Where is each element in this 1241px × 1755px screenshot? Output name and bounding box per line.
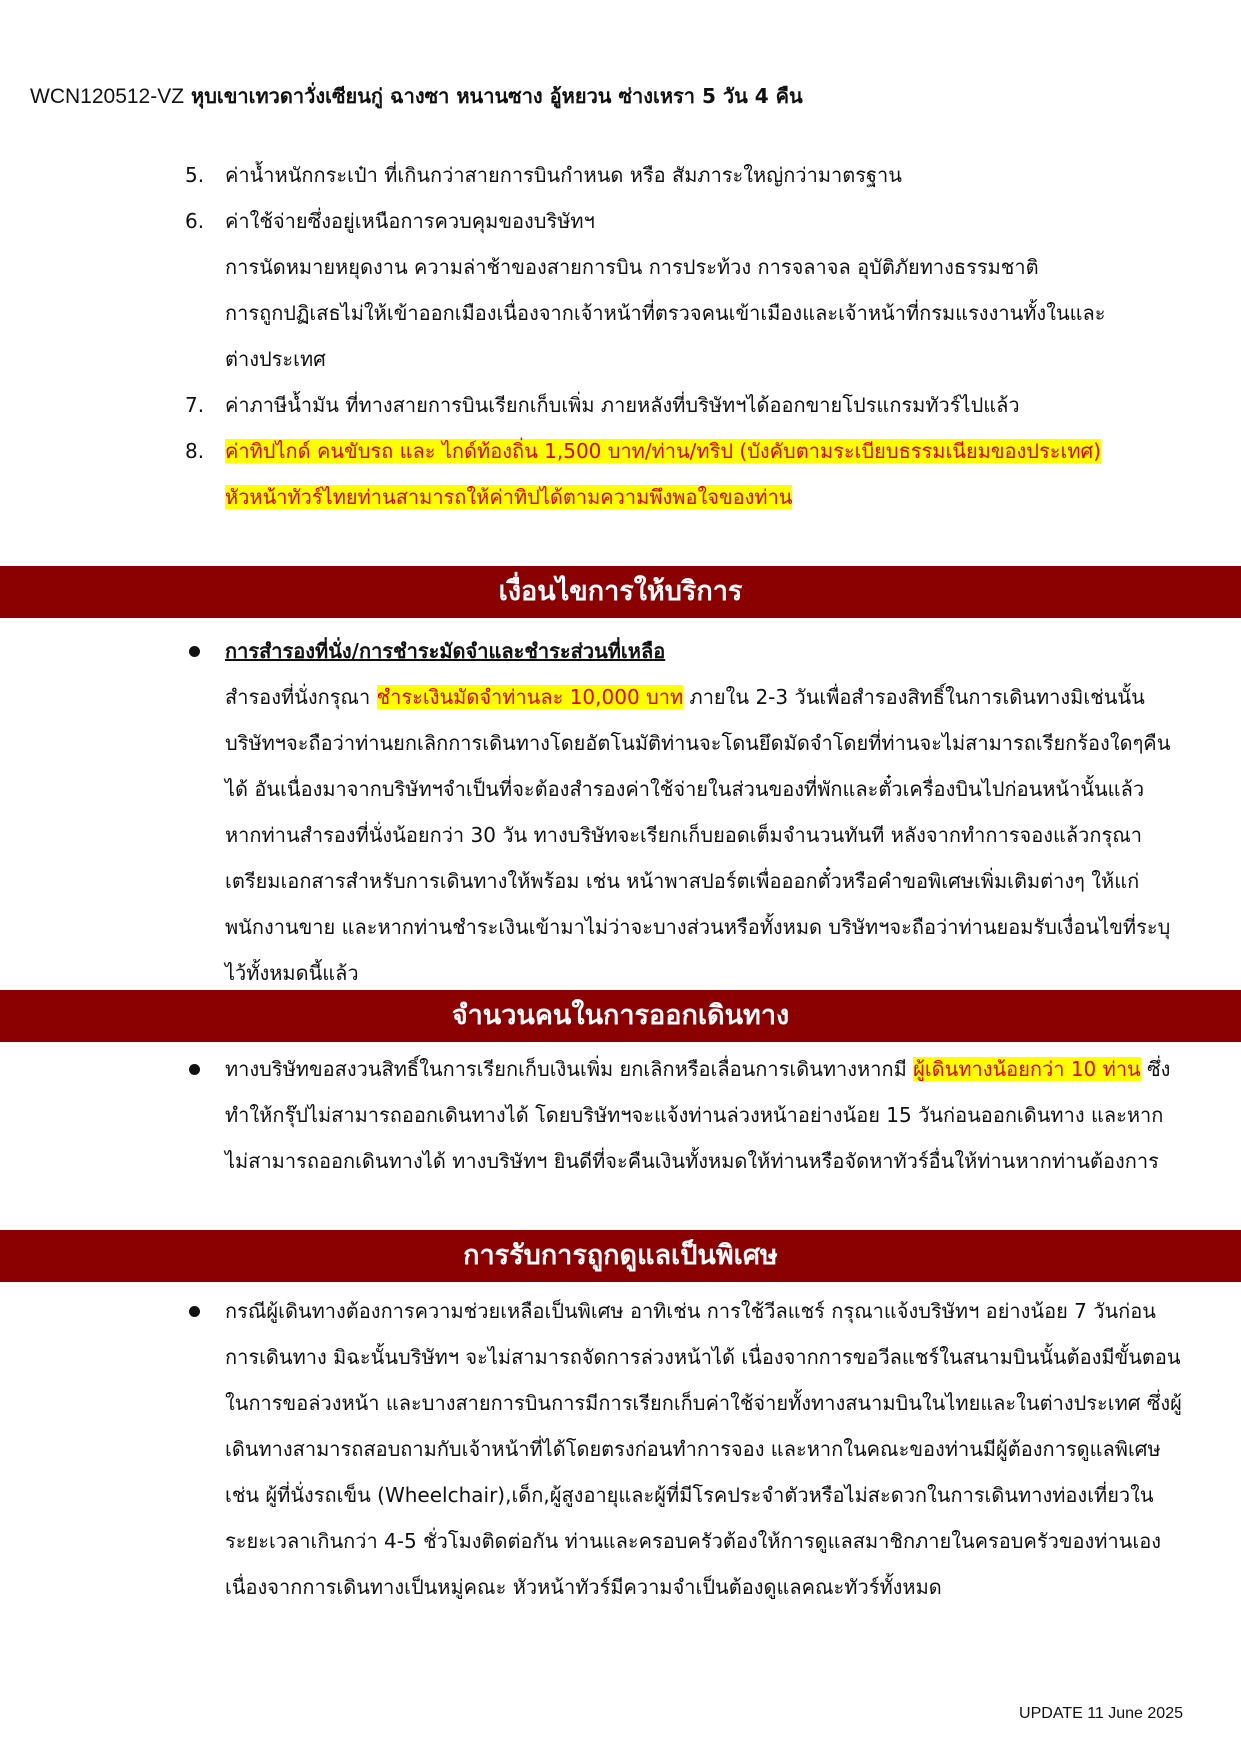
list-subtext: การนัดหมายหยุดงาน ความล่าช้าของสายการบิน การประท้วง การจลาจล อุบัติภัยทางธรรมชาติ	[225, 255, 1039, 279]
highlighted-tip-note: ค่าทิปไกด์ คนขับรถ และ ไกด์ท้องถิ่น 1,500 บาท/ท่าน/ทริป (บังคับตามระเบียบธรรมเนียมของประเทศ)	[225, 439, 1101, 463]
list-item	[185, 428, 1185, 520]
list-item	[185, 1288, 1185, 1610]
section-heading-special-care: การรับการถูกดูแลเป็นพิเศษ	[0, 1230, 1241, 1282]
list-item	[185, 198, 1185, 382]
paragraph-text: ทางบริษัทขอสงวนสิทธิ์ในการเรียกเก็บเงินเพิ่ม ยกเลิกหรือเลื่อนการเดินทางหากมี	[225, 1057, 914, 1081]
min-travelers-highlight: ผู้เดินทางน้อยกว่า 10 ท่าน	[913, 1057, 1141, 1081]
section-heading-conditions: เงื่อนไขการให้บริการ	[0, 566, 1241, 618]
list-item	[185, 152, 1185, 198]
exclusion-list	[185, 152, 1185, 520]
bullet-icon	[189, 1064, 200, 1075]
list-number: 6.	[185, 209, 205, 233]
list-item	[185, 382, 1185, 428]
conditions-section	[185, 628, 1185, 996]
section-heading-group-size: จำนวนคนในการออกเดินทาง	[0, 990, 1241, 1042]
document-title	[30, 80, 1210, 112]
list-subtext: ต่างประเทศ	[225, 347, 326, 371]
list-item	[185, 1046, 1185, 1184]
update-date: UPDATE 11 June 2025	[1019, 1705, 1183, 1722]
tour-code: WCN120512-VZ	[30, 85, 185, 108]
paragraph-text: สำรองที่นั่งกรุณา	[225, 685, 377, 709]
tour-title: หุบเขาเทวดาวั่งเซียนกู่ ฉางซา หนานซาง อู้หยวน ซ่างเหรา 5 วัน 4 คืน	[191, 84, 803, 108]
paragraph-text: กรณีผู้เดินทางต้องการความช่วยเหลือเป็นพิเศษ อาทิเช่น การใช้วีลแชร์ กรุณาแจ้งบริษัทฯ อย่างน้อย 7 วันก่อนการเดินทาง มิฉะนั้นบริษัทฯ จะไม่สามารถจัดการล่วงหน้าได้ เนื่องจากการขอวีลแชร์ในสนามบินนั้นต้องมีขั้นตอนในการขอล่วงหน้า และบางสายการบินการมีการเรียกเก็บค่าใช้จ่ายทั้งทางสนามบินในไทยและในต่างประเทศ ซึ่งผู้เดินทางสามารถสอบถามกับเจ้าหน้าที่ได้โดยตรงก่อนทำการจอง และหากในคณะของท่านมีผู้ต้องการดูแลพิเศษ เช่น ผู้ที่นั่งรถเข็น (Wheelchair),เด็ก,ผู้สูงอายุและผู้ที่มีโรคประจำตัวหรือไม่สะดวกในการเดินทางท่องเที่ยวในระยะเวลาเกินกว่า 4-5 ชั่วโมงติดต่อกัน ท่านและครอบครัวต้องให้การดูแลสมาชิกภายในครอบครัวของท่านเอง เนื่องจากการเดินทางเป็นหมู่คณะ หัวหน้าทัวร์มีความจำเป็นต้องดูแลคณะทัวร์ทั้งหมด	[225, 1299, 1182, 1599]
special-care-section	[185, 1288, 1185, 1610]
list-item	[185, 628, 1185, 996]
booking-subheading: การสำรองที่นั่ง/การชำระมัดจำและชำระส่วนที่เหลือ	[225, 639, 666, 663]
bullet-icon	[189, 646, 200, 657]
booking-paragraph	[225, 674, 1185, 996]
deposit-highlight: ชำระเงินมัดจำท่านละ 10,000 บาท	[376, 685, 684, 709]
list-text: ค่าภาษีน้ำมัน ที่ทางสายการบินเรียกเก็บเพิ่ม ภายหลังที่บริษัทฯได้ออกขายโปรแกรมทัวร์ไปแล้ว	[225, 393, 1020, 417]
list-number: 5.	[185, 163, 205, 187]
list-text: ค่าใช้จ่ายซึ่งอยู่เหนือการควบคุมของบริษัทฯ	[225, 209, 595, 233]
paragraph-text: ภายใน 2-3 วันเพื่อสำรองสิทธิ์ในการเดินทางมิเช่นนั้นบริษัทฯจะถือว่าท่านยกเลิกการเดินทางโดยอัตโนมัติท่านจะโดนยึดมัดจำโดยที่ท่านจะไม่สามารถเรียกร้องใดๆคืนได้ อันเนื่องมาจากบริษัทฯจำเป็นที่จะต้องสำรองค่าใช้จ่ายในส่วนของที่พักและตั๋วเครื่องบินไปก่อนหน้านั้นแล้ว หากท่านสำรองที่นั่งน้อยกว่า 30 วัน ทางบริษัทจะเรียกเก็บยอดเต็มจำนวนทันที หลังจากทำการจองแล้วกรุณาเตรียมเอกสารสำหรับการเดินทางให้พร้อม เช่น หน้าพาสปอร์ตเพื่อออกตั๋วหรือคำขอพิเศษเพิ่มเติมต่างๆ ให้แก่พนักงานขาย และหากท่านชำระเงินเข้ามาไม่ว่าจะบางส่วนหรือทั้งหมด บริษัทฯจะถือว่าท่านยอมรับเงื่อนไขที่ระบุไว้ทั้งหมดนี้แล้ว	[225, 685, 1171, 985]
group-size-section	[185, 1046, 1185, 1184]
highlighted-tip-note: หัวหน้าทัวร์ไทยท่านสามารถให้ค่าทิปได้ตามความพึงพอใจของท่าน	[225, 485, 793, 509]
list-number: 7.	[185, 393, 205, 417]
bullet-icon	[189, 1306, 200, 1317]
list-text: ค่าน้ำหนักกระเป๋า ที่เกินกว่าสายการบินกำหนด หรือ สัมภาระใหญ่กว่ามาตรฐาน	[225, 163, 902, 187]
list-subtext: การถูกปฏิเสธไม่ให้เข้าออกเมืองเนื่องจากเจ้าหน้าที่ตรวจคนเข้าเมืองและเจ้าหน้าที่กรมแรงงานทั้งในและ	[225, 301, 1106, 325]
list-number: 8.	[185, 439, 205, 463]
paragraph-text: ซึ่งทำให้กรุ๊ปไม่สามารถออกเดินทางได้ โดยบริษัทฯจะแจ้งท่านล่วงหน้าอย่างน้อย 15 วันก่อนออกเดินทาง และหากไม่สามารถออกเดินทางได้ ทางบริษัทฯ ยินดีที่จะคืนเงินทั้งหมดให้ท่านหรือจัดหาทัวร์อื่นให้ท่านหากท่านต้องการ	[225, 1057, 1171, 1173]
